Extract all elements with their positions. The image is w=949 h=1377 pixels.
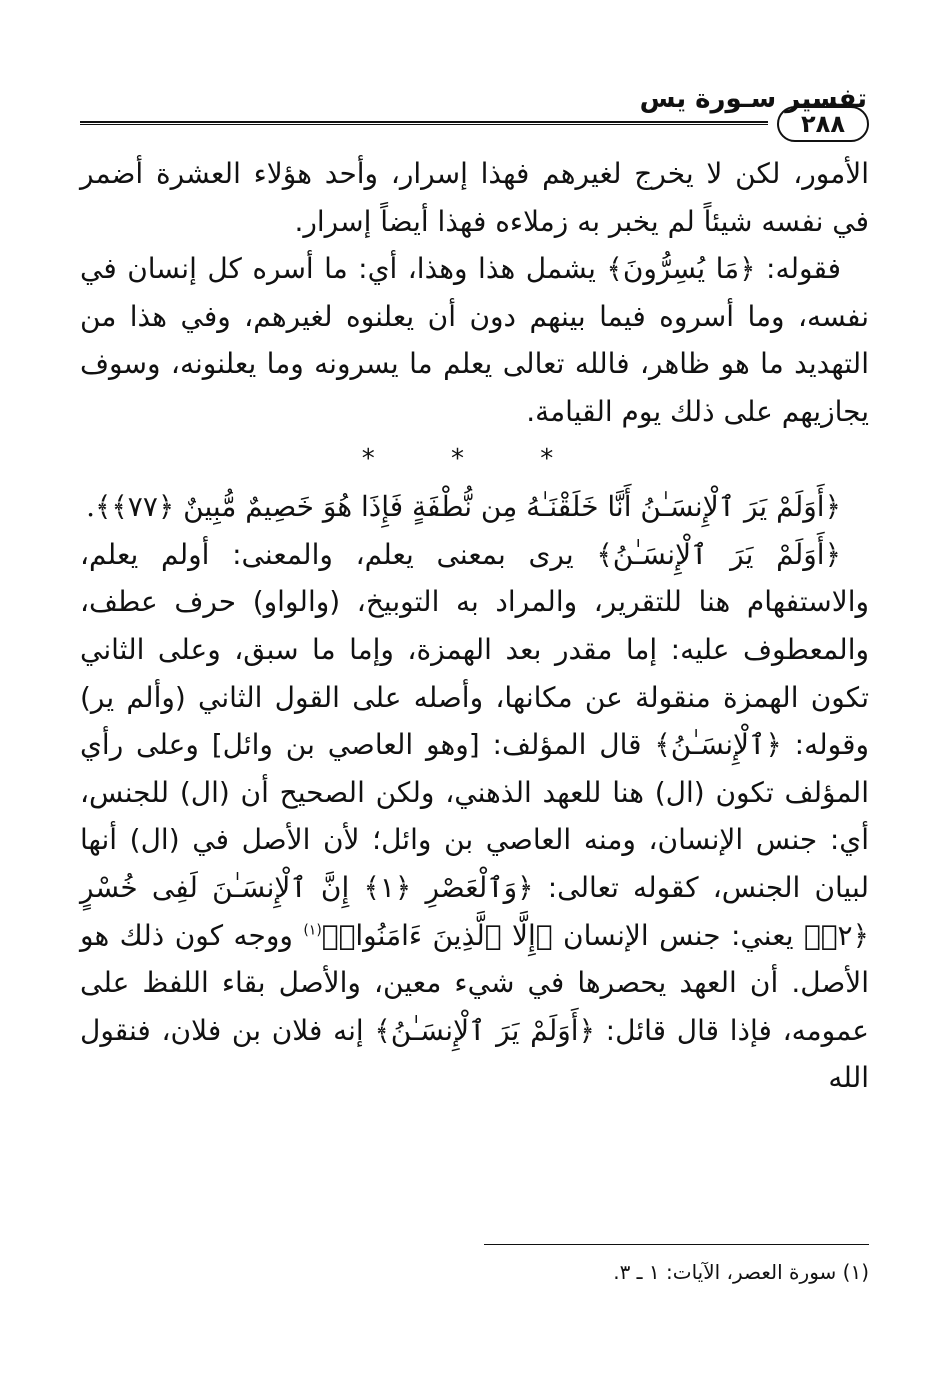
- paragraph-1: الأمور، لكن لا يخرج لغيرهم فهذا إسرار، وأحد هؤلاء العشرة أضمر في نفسه شيئاً لم يخبر به زملاءه فهذا أيضاً إسرار.: [80, 157, 869, 238]
- quran-verse: ﴿أَوَلَمْ يَرَ ٱلْإِنسَـٰنُ أَنَّا خَلَقْنَـٰهُ مِن نُّطْفَةٍ فَإِذَا هُوَ خَصِيمٌ مُّبِينٌ ﴿٧٧﴾﴾.: [86, 490, 841, 524]
- paragraph-3-part-2: ووجه كون ذلك هو الأصل. أن العهد يحصرها في شيء معين، والأصل بقاء اللفظ على عمومه، فإذا قال قائل: ﴿أَوَلَمْ يَرَ ٱلْإِنسَـٰنُ﴾ إنه فلان بن فلان، فنقول الله: [80, 918, 869, 1095]
- footnote-rule: [484, 1244, 869, 1245]
- paragraph-3: [80, 531, 869, 1102]
- body-text: [80, 150, 869, 1102]
- section-separator: * * *: [361, 443, 588, 474]
- footnote: (١) سورة العصر، الآيات: ١ ـ ٣.: [613, 1260, 869, 1284]
- header-rule: [80, 121, 768, 125]
- paragraph-3-part-1: ﴿أَوَلَمْ يَرَ ٱلْإِنسَـٰنُ﴾ يرى بمعنى يعلم، والمعنى: أولم يعلم، والاستفهام هنا للتقرير، والمراد به التوبيخ، (والواو) حرف عطف، والمعطوف عليه: إما مقدر بعد الهمزة، وإما ما سبق، وعلى الثاني تكون الهمزة منقولة عن مكانها، وأصله على القول الثاني (وألم ير) وقوله: ﴿ٱلْإِنسَـٰنُ﴾ قال المؤلف: [وهو العاصي بن وائل] وعلى رأي المؤلف تكون (ال) هنا للعهد الذهني، ولكن الصحيح أن (ال) للجنس، أي: جنس الإنسان، ومنه العاصي بن وائل؛ لأن الأصل في (ال) أنها لبيان الجنس، كقوله تعالى: ﴿وَٱلْعَصْرِ ﴿١﴾ إِنَّ ٱلْإِنسَـٰنَ لَفِى خُسْرٍ ﴿٢﴾﴾ يعني: جنس الإنسان ﴿إِلَّا ٱلَّذِينَ ءَامَنُوا۟﴾: [80, 537, 869, 952]
- running-title: تفسير سـورة يس: [639, 84, 867, 114]
- page-number: ٢٨٨: [777, 106, 869, 142]
- paragraph-2: فقوله: ﴿مَا يُسِرُّونَ﴾ يشمل هذا وهذا، أي: ما أسره كل إنسان في نفسه، وما أسروه فيما بينهم دون أن يعلنوه لغيرهم، وفي هذا من التهديد ما هو ظاهر، فالله تعالى يعلم ما يسرونه وما يعلنونه، وسوف يجازيهم على ذلك يوم القيامة.: [80, 252, 869, 428]
- footnote-marker: (١): [303, 922, 322, 939]
